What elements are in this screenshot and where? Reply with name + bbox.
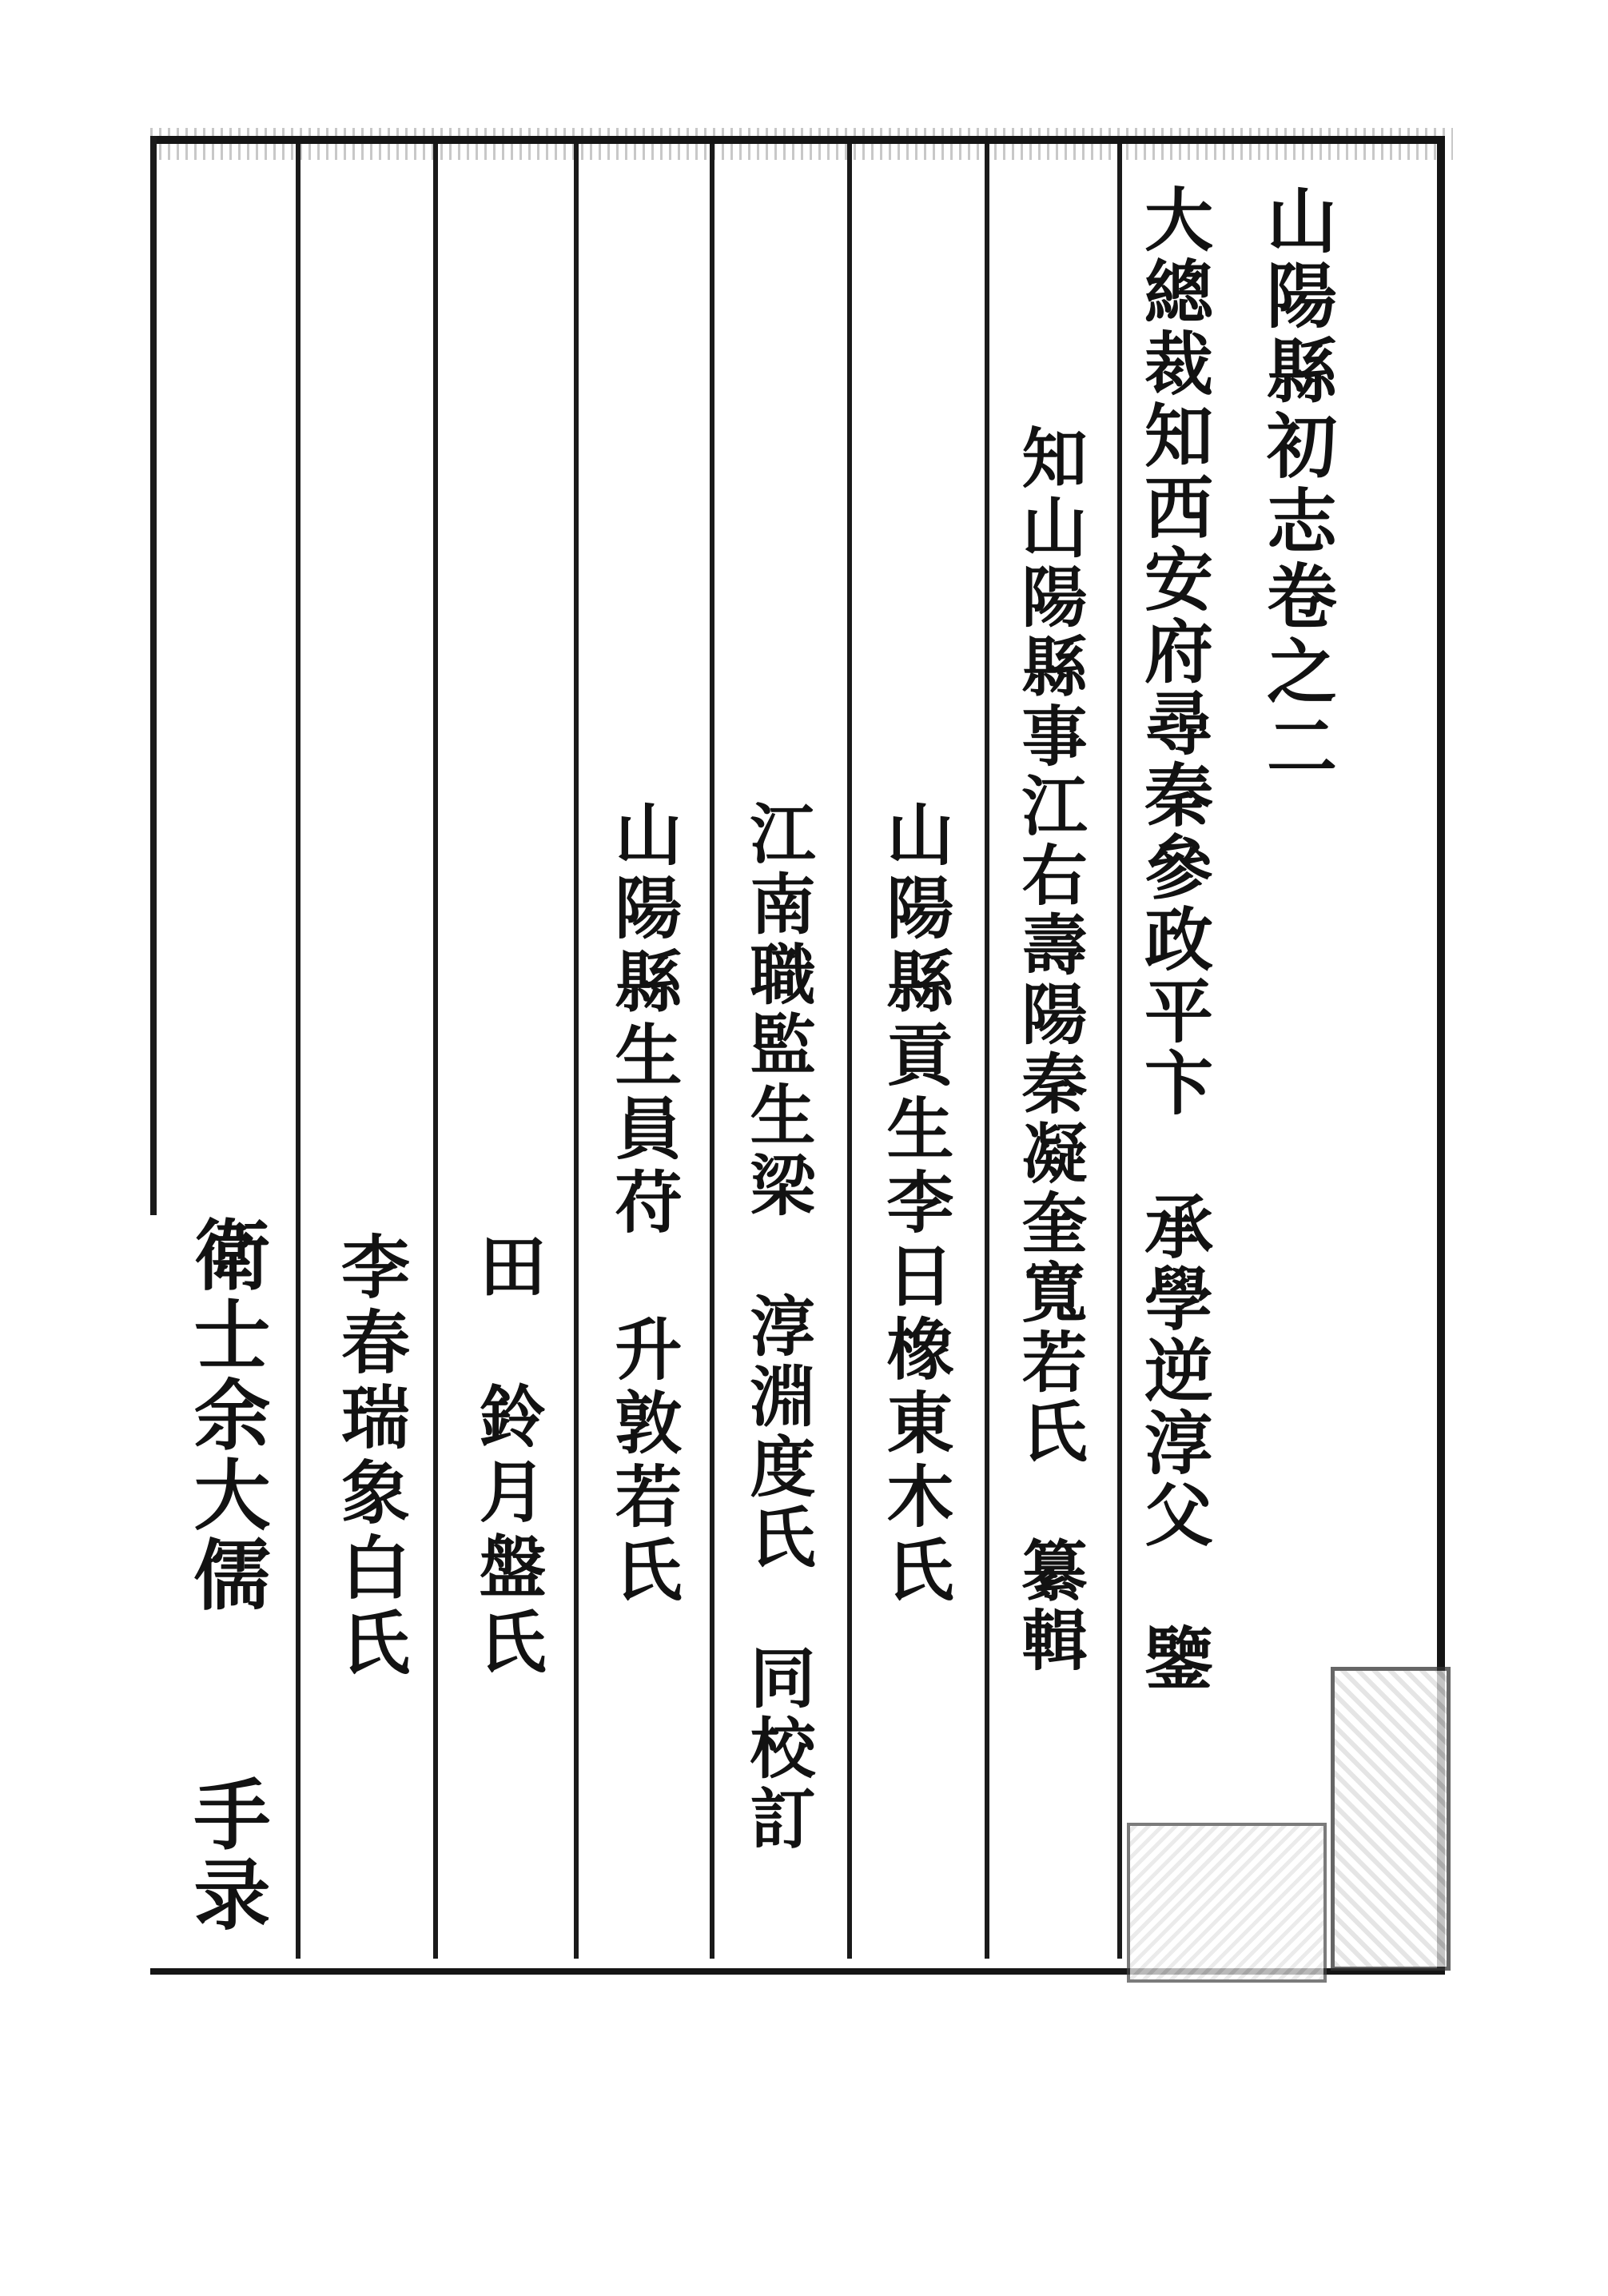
contributor-line-tian: 田 鈴月盤氏	[468, 1231, 547, 1682]
column-rule	[847, 144, 852, 1959]
column-rule	[574, 144, 579, 1959]
column-rule	[1117, 144, 1122, 1959]
contributor-line-li: 李春瑞象白氏	[329, 1231, 410, 1682]
column-rule	[433, 144, 438, 1959]
compiler-line-supervisor: 大總裁知西安府尋秦參政平卞 承學逆淳父 鑒	[1132, 184, 1213, 1695]
frame-left-rule	[150, 136, 157, 1215]
proofreader-line-li: 山陽縣貢生李日橡東木氏	[876, 799, 955, 1608]
collector-seal-small	[1127, 1823, 1327, 1983]
proofreader-line-liang: 江南職監生梁 淳淵度氏 同校訂	[739, 799, 816, 1855]
proofreader-line-fu: 山陽縣生員苻 升敦若氏	[604, 799, 683, 1608]
column-rule	[296, 144, 301, 1959]
transcriber-line: 衛士余大儒 手录	[181, 1215, 272, 1935]
column-rule	[710, 144, 714, 1959]
volume-title: 山陽縣初志卷之二	[1256, 184, 1339, 785]
compiler-line-editor: 知山陽縣事江右壽陽秦凝奎寬若氏 纂輯	[1011, 424, 1088, 1676]
collector-seal	[1331, 1667, 1451, 1971]
column-rule	[985, 144, 989, 1959]
